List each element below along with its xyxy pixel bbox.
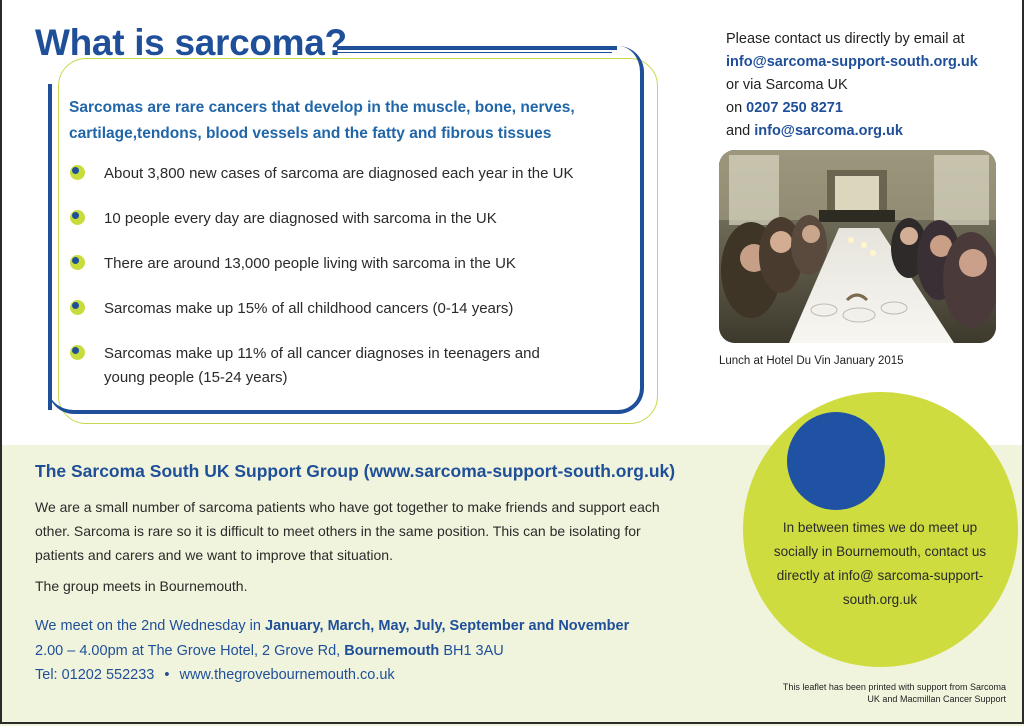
page-title: What is sarcoma? xyxy=(35,22,347,63)
email-link[interactable]: info@sarcoma.org.uk xyxy=(754,123,903,139)
bullet-dot-icon xyxy=(70,300,85,315)
bullet-dot-icon xyxy=(70,165,85,180)
contact-block xyxy=(726,28,1016,143)
blue-circle xyxy=(787,412,885,510)
intro-text: Sarcomas are rare cancers that develop in the muscle, bone, nerves, cartilage,tendons, blood vessels and the fatty and fibrous tissues xyxy=(69,99,575,142)
list-item xyxy=(70,162,620,186)
photo-caption: Lunch at Hotel Du Vin January 2015 xyxy=(719,355,904,367)
fact-text: Sarcomas make up 15% of all childhood cancers (0-14 years) xyxy=(104,300,514,317)
email-link[interactable]: info@sarcoma-support-south.org.uk xyxy=(726,54,978,70)
bullet-dot-icon xyxy=(70,345,85,360)
separator-dot: • xyxy=(164,667,170,683)
social-meetups-text: In between times we do meet up socially in Bournemouth, contact us directly at info@ sarcoma-support-south.org.uk xyxy=(773,520,987,607)
phone-number: 0207 250 8271 xyxy=(746,100,843,116)
bullet-dot-icon xyxy=(70,255,85,270)
meet-months: January, March, May, July, September and November xyxy=(265,618,630,634)
print-support-note: This leaflet has been printed with support from Sarcoma UK and Macmillan Cancer Support xyxy=(782,682,1006,704)
list-item xyxy=(70,207,620,231)
fact-text: Sarcomas make up 11% of all cancer diagnoses in teenagers and young people (15-24 years) xyxy=(104,345,540,386)
group-title: The Sarcoma South UK Support Group (www.sarcoma-support-south.org.uk) xyxy=(35,461,676,481)
group-description: We are a small number of sarcoma patients who have got together to make friends and support each other. Sarcoma is rare so it is difficult to meet others in the same position. This can be isolating for patients and carers and we want to improve that situation. xyxy=(35,499,660,563)
blue-frame-left xyxy=(48,84,52,410)
phone-prefix: on xyxy=(726,100,743,116)
meet-prefix: We meet on the 2nd Wednesday in xyxy=(35,618,261,634)
lunch-photo-image xyxy=(719,150,996,343)
contact-line: Please contact us directly by email at xyxy=(726,31,965,47)
email-prefix: and xyxy=(726,123,751,139)
bullet-dot-icon xyxy=(70,210,85,225)
list-item xyxy=(70,297,620,321)
fact-text: About 3,800 new cases of sarcoma are diagnosed each year in the UK xyxy=(104,165,574,182)
fact-text: 10 people every day are diagnosed with sarcoma in the UK xyxy=(104,210,497,227)
list-item xyxy=(70,342,564,390)
meet-postcode: BH1 3AU xyxy=(443,642,504,659)
venue-phone: Tel: 01202 552233 xyxy=(35,667,155,683)
venue-website-link[interactable]: www.thegrovebournemouth.co.uk xyxy=(179,667,395,683)
list-item xyxy=(70,252,620,276)
lunch-photo xyxy=(719,150,996,343)
blue-frame-top-thin xyxy=(337,52,612,53)
meeting-details xyxy=(35,614,735,688)
facts-list xyxy=(70,162,620,390)
group-location: The group meets in Bournemouth. xyxy=(35,578,248,594)
meet-town: Bournemouth xyxy=(344,642,440,659)
meet-time: 2.00 – 4.00pm at The Grove Hotel, 2 Grove Rd, xyxy=(35,642,341,659)
blue-frame-top xyxy=(337,46,617,50)
fact-text: There are around 13,000 people living with sarcoma in the UK xyxy=(104,255,516,272)
contact-line: or via Sarcoma UK xyxy=(726,77,848,93)
